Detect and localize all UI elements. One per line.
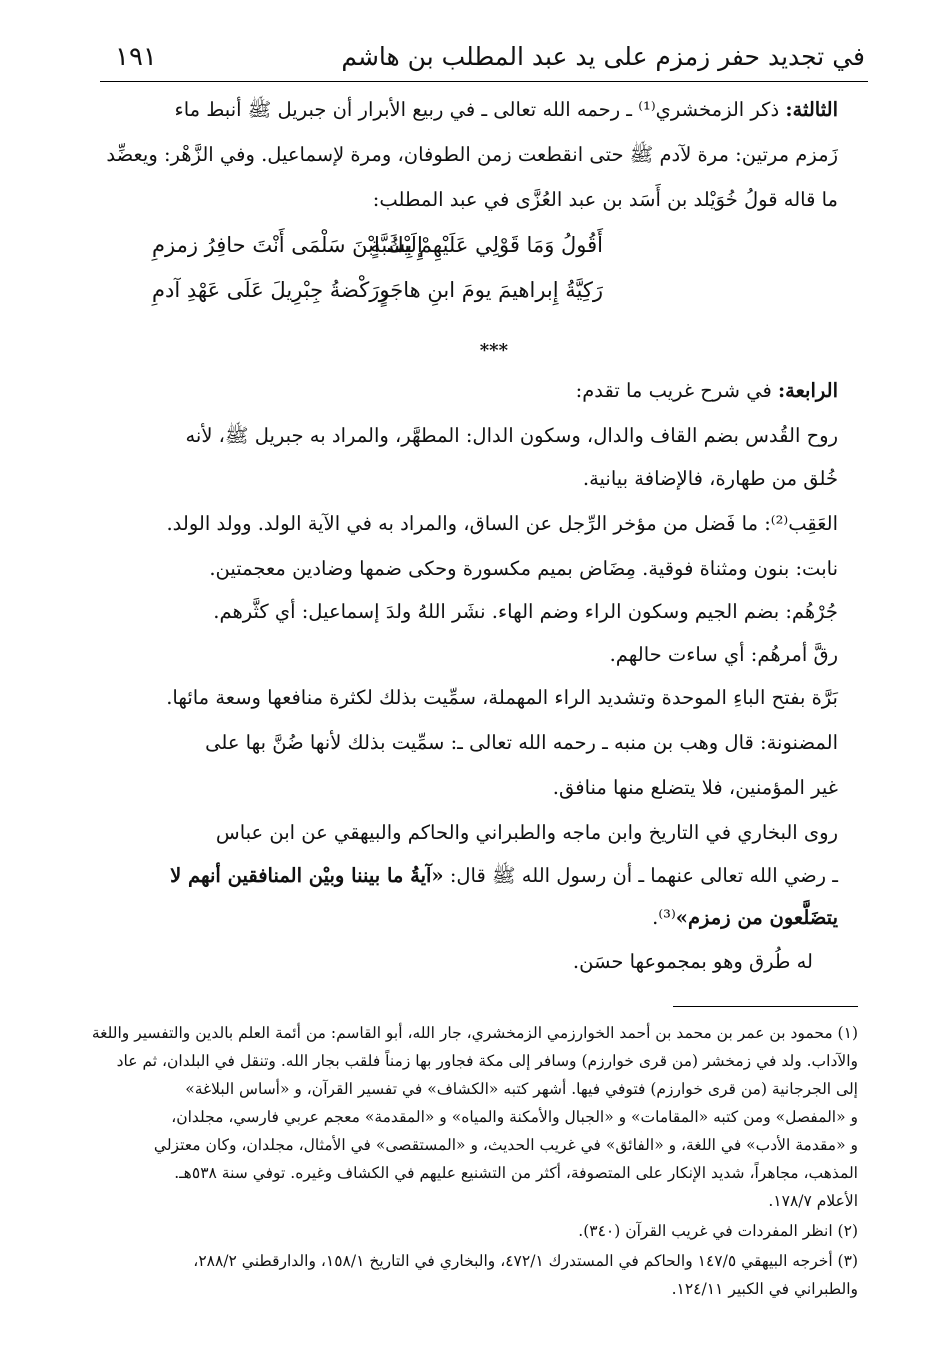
page-number: ١٩١ — [115, 42, 157, 72]
paragraph-text: في شرح غريب ما تقدم: — [575, 379, 778, 402]
gloss-aqib: العَقِب⁽²⁾: ما فَضل من مؤخر الرِّجل عن الساق، والمراد به في الآية الولد. وولد الولد. — [166, 512, 838, 535]
verse-1-first-hemistich: أَقُولُ وَمَا قَوْلِي عَلَيْهِمْ بِسُبَّةٍ — [370, 233, 603, 257]
gloss-ruh-line-2: خُلق من طهارة، فالإضافة بيانية. — [582, 467, 838, 490]
hadith-line-3 — [652, 906, 838, 929]
verse-2-first-hemistich: رَكِيَّةُ إِبراهيمَ يومَ ابنِ هاجَرٍ — [378, 278, 603, 302]
hadith-quote-part-2: يتضَلَّعون من زمزم» — [675, 906, 838, 929]
hadith-intro: ـ رضي الله تعالى عنهما ـ أن رسول الله ﷺ قال: — [443, 864, 838, 887]
footnote-1-line: الأعلام ١٧٨/٧. — [768, 1192, 858, 1210]
gloss-barra: بَرَّة بفتح الباءِ الموحدة وتشديد الراء المهملة، سمِّيت بذلك لكثرة منافعها وسعة مائها. — [166, 686, 838, 709]
gloss-raqqa: رقَّ أمرهُم: أي ساءت حالهم. — [609, 643, 838, 666]
paragraph-third-line-2: زَمزم مرتين: مرة لآدم ﷺ حتى انقطعت زمن الطوفان، ومرة لإسماعيل. وفي الزَّهْر: ويعضِّد — [106, 143, 838, 166]
hadith-grading: له طُرق وهو بمجموعها حسَن. — [572, 950, 813, 973]
verse-2-second-hemistich: ورَكْضةُ جِبْرِيلَ عَلَى عَهْدِ آدمِ — [152, 278, 390, 302]
verse-1-second-hemistich: إِلَيْكَ ابْنَ سَلْمَى أَنْتَ حافِرُ زمزمِ — [152, 233, 423, 257]
gloss-jurhum: جُرْهُم: بضم الجيم وسكون الراء وضم الهاء. نشَر اللهُ ولدَ إسماعيل: أي كثَّرهم. — [213, 600, 838, 623]
paragraph-fourth-intro — [576, 379, 838, 402]
hadith-line-1: روى البخاري في التاريخ وابن ماجه والطبراني والحاكم والبيهقي عن ابن عباس — [215, 821, 838, 844]
paragraph-third-line-3: ما قاله قولُ خُوَيْلد بن أَسَد بن عبد العُزَّى في عبد المطلب: — [372, 188, 838, 211]
footnote-1-line: المذهب، مجاهراً، شديد الإنكار على المتصوفة، أكثر من التشنيع عليهم في الكشاف وغيره. توفي سنة ٥٣٨هـ. — [174, 1164, 858, 1182]
footnote-1-line: و «المفصل» ومن كتبه «المقامات» و «الجبال والأمكنة والمياه» و «المقدمة» معجم عربي فارسي، مجلدان، — [171, 1108, 858, 1126]
main-text: الثالثة: ذكر الزمخشري⁽¹⁾ ـ رحمه الله تعالى ـ في ربيع الأبرار أن جبريل ﷺ أنبط ماء زَمزم مرتين: مرة لآدم ﷺ حتى انقطعت زمن الطوفان، ومرة لإسماعيل. وفي الزَّهْر: ويعضِّد ما قاله قولُ خُوَيْلد بن أَسَد بن عبد العُزَّى في عبد المطلب: *** الرابعة: في شرح غريب ما تقدم: روح القُدس بضم القاف والدال، وسكون الدال: المطهَّر، والمراد به جبريل ﷺ، لأنه خُلق من طهارة، فالإضافة بيانية. العَقِب⁽²⁾: ما فَضل من مؤخر الرِّجل عن الساق، والمراد به في الآية الولد. وولد الولد. نابت: بنون ومثناة فوقية. مِضَاض بميم مكسورة وحكى ضمها وضادين معجمتين. جُرْهُم: بضم الجيم وسكون الراء وضم الهاء. نشَر اللهُ ولدَ إسماعيل: أي كثَّرهم. رقَّ أمرهُم: أي ساءت حالهم. بَرَّة بفتح الباءِ الموحدة وتشديد الراء المهملة، سمِّيت بذلك لكثرة منافعها وسعة مائها. المضنونة: قال وهب بن منبه ـ رحمه الله تعالى ـ: سمِّيت بذلك لأنها ضُنَّ بها على غير المؤمنين، فلا يتضلع منها منافق. روى البخاري في التاريخ وابن ماجه والطبراني والحاكم والبيهقي عن ابن عباس ـ رضي الله تعالى عنهما ـ أن رسول الله ﷺ قال: «آيةُ ما بيننا وبيْن المنافقين أنهم لا يتضَلَّعون من زمزم»⁽³⁾. له طُرق وهو بمجموعها حسَن. — [106, 98, 838, 973]
footnote-1-line: و «مقدمة الأدب» في اللغة، و «الفائق» في غريب الحديث، و «المستقصى» في الأمثال، مجلدان، وكان معتزلي — [153, 1136, 858, 1154]
paragraph-third-line-1 — [175, 98, 838, 126]
footnote-1-line: (١) محمود بن عمر بن محمد بن أحمد الخوارزمي الزمخشري، جار الله، أبو القاسم: من أئمة العلم بالدين والتفسير واللغة — [91, 1024, 858, 1042]
footnote-ref-3: ⁽³⁾. — [652, 906, 676, 929]
gloss-nabit: نابت: بنون ومثناة فوقية. مِضَاض بميم مكسورة وحكى ضمها وضادين معجمتين. — [209, 557, 838, 580]
gloss-madnuna-line-2: غير المؤمنين، فلا يتضلع منها منافق. — [552, 776, 838, 799]
gloss-madnuna-line-1: المضنونة: قال وهب بن منبه ـ رحمه الله تعالى ـ: سمِّيت بذلك لأنها ضُنَّ بها على — [205, 731, 838, 754]
footnote-2: (٢) انظر المفردات في غريب القرآن (٣٤٠). — [578, 1222, 858, 1240]
paragraph-text: ذكر الزمخشري⁽¹⁾ ـ رحمه الله تعالى ـ في ربيع الأبرار أن جبريل ﷺ أنبط ماء — [174, 98, 786, 121]
gloss-ruh-line-1: روح القُدس بضم القاف والدال، وسكون الدال: المطهَّر، والمراد به جبريل ﷺ، لأنه — [185, 424, 838, 447]
footnote-1-line: إلى الجرجانية (من قرى خوارزم) فتوفي فيها. أشهر كتبه «الكشاف» في تفسير القرآن، و «أساس البلاغة» — [185, 1080, 858, 1098]
section-label-fourth: الرابعة: — [777, 379, 838, 402]
footnote-1-line: والآداب. ولد في زمخشر (من قرى خوارزم) وسافر إلى مكة فجاور بها زمناً فلقب بجار الله. وتنقل في البلدان، ثم عاد — [116, 1052, 858, 1070]
hadith-line-2 — [170, 864, 838, 892]
footnote-rule — [673, 1006, 858, 1007]
footnote-3-line: والطبراني في الكبير ١٢٤/١١. — [671, 1280, 858, 1298]
footnote-3-line: (٣) أخرجه البيهقي ١٤٧/٥ والحاكم في المستدرك ٤٧٢/١، والبخاري في التاريخ ١٥٨/١، والدارقطني ٢٨٨/٢، — [193, 1252, 858, 1270]
section-label-third: الثالثة: — [785, 98, 838, 121]
hadith-quote-part-1: «آيةُ ما بيننا وبيْن المنافقين أنهم لا — [170, 864, 444, 887]
running-title: في تجديد حفر زمزم على يد عبد المطلب بن هاشم — [341, 42, 865, 71]
